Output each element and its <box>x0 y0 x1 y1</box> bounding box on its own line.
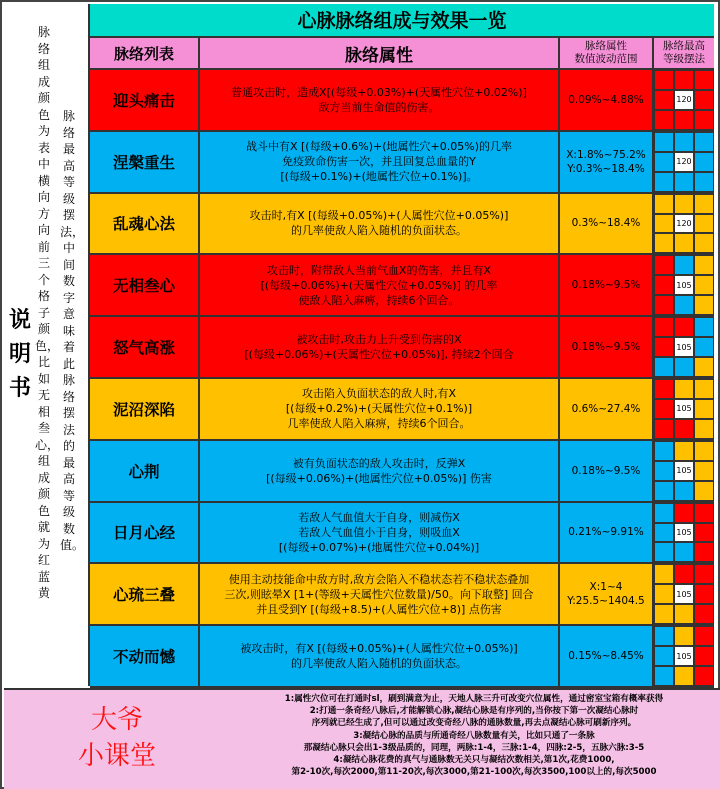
grid-square <box>694 70 714 90</box>
grid-square <box>674 295 694 315</box>
vein-range-line: Y:25.5~1404.5 <box>567 595 645 608</box>
vein-grid <box>654 194 714 256</box>
grid-square <box>694 152 714 172</box>
header-grid-line2: 等级摆法 <box>663 53 705 65</box>
grid-square <box>654 255 674 275</box>
grid-square <box>674 441 694 461</box>
vein-attribute-line: 攻击时，附带敌人当前气血X的伤害，并且有X <box>266 263 492 277</box>
vein-attribute <box>200 317 560 379</box>
sidebar-text-composition: 脉络组成颜色为表中横向方向前三个格子颜色，比如无相叁心，组成颜色就为红蓝黄 <box>35 25 60 600</box>
grid-square <box>654 564 674 584</box>
brand-logo <box>12 702 222 774</box>
grid-square <box>674 604 694 624</box>
grid-square <box>654 214 674 234</box>
vein-attribute-line: 的几率使敌人陷入随机的负面状态。 <box>290 224 467 238</box>
brand-line2: 小课堂 <box>77 741 156 771</box>
vein-attribute-line: [(每级+0.1%)+(地属性穴位+0.1%)]。 <box>280 170 478 184</box>
vein-range <box>560 132 654 194</box>
vein-attribute-line: 被攻击时，有X [(每级+0.05%)+(人属性穴位+0.05%)] <box>240 642 518 656</box>
grid-square <box>654 604 674 624</box>
grid-square <box>654 646 674 666</box>
grid-square <box>694 461 714 481</box>
grid-square <box>674 357 694 377</box>
vein-range <box>560 317 654 379</box>
vein-name: 心荆 <box>90 441 200 503</box>
vein-range <box>560 379 654 441</box>
grid-square <box>674 379 694 399</box>
header-range-line2: 数值波动范围 <box>574 53 638 65</box>
grid-square <box>654 194 674 214</box>
grid-square <box>694 584 714 604</box>
vein-attribute-line: 若敌人气血值小于自身，则吸血X <box>298 525 460 539</box>
vein-attribute-line: 几率使敌人陷入麻痹，持续6个回合。 <box>287 417 471 431</box>
grid-square <box>674 255 694 275</box>
vein-attribute-line: [(每级+0.06%)+(天属性穴位+0.05%)] 的几率 <box>260 278 498 292</box>
grid-square <box>694 295 714 315</box>
grid-square <box>674 481 694 501</box>
table-row <box>90 255 714 317</box>
vein-range-line: X:1~4 <box>589 581 623 594</box>
grid-square <box>654 379 674 399</box>
table-row <box>90 503 714 565</box>
grid-level-cell: 105 <box>674 275 694 295</box>
vein-attribute-line: 普通攻击时，造成X[(每级+0.03%)+(天属性穴位+0.02%)] <box>231 85 527 99</box>
grid-square <box>674 666 694 686</box>
vein-range <box>560 626 654 688</box>
grid-square <box>694 357 714 377</box>
grid-square <box>694 275 714 295</box>
grid-square <box>654 419 674 439</box>
header-name: 脉络列表 <box>90 38 200 70</box>
vein-name: 无相叁心 <box>90 255 200 317</box>
vein-grid <box>654 70 714 132</box>
vein-attribute-line: [(每级+0.06%)+(天属性穴位+0.05%)], 持续2个回合 <box>244 348 514 362</box>
vein-attribute <box>200 626 560 688</box>
grid-level-cell: 105 <box>674 461 694 481</box>
grid-square <box>654 172 674 192</box>
grid-square <box>694 666 714 686</box>
vein-range-line: 0.3%~18.4% <box>571 217 641 230</box>
footer-notes <box>232 693 716 778</box>
grid-level-cell: 105 <box>674 337 694 357</box>
vein-attribute-line: [(每级+0.06%)+(地属性穴位+0.05%)] 伤害 <box>266 471 492 485</box>
vein-attribute-line: 攻击陷入负面状态的敌人时,有X <box>301 387 456 401</box>
grid-square <box>674 110 694 130</box>
grid-square <box>694 503 714 523</box>
vein-grid <box>654 503 714 565</box>
page-title: 心脉脉络组成与效果一览 <box>90 4 714 38</box>
grid-square <box>654 357 674 377</box>
header-grid <box>654 38 714 70</box>
table-row <box>90 626 714 688</box>
grid-level-cell: 105 <box>674 646 694 666</box>
grid-square <box>654 461 674 481</box>
table-row <box>90 379 714 441</box>
grid-square <box>674 419 694 439</box>
vein-name: 怒气高涨 <box>90 317 200 379</box>
vein-attribute <box>200 70 560 132</box>
grid-square <box>694 626 714 646</box>
vein-attribute-line: [(每级+0.07%)+(地属性穴位+0.04%)] <box>278 540 480 554</box>
grid-square <box>694 523 714 543</box>
vein-range <box>560 70 654 132</box>
vein-grid <box>654 379 714 441</box>
grid-square <box>674 233 694 253</box>
vein-name: 涅槃重生 <box>90 132 200 194</box>
grid-square <box>674 172 694 192</box>
vein-attribute <box>200 503 560 565</box>
vein-name: 乱魂心法 <box>90 194 200 256</box>
grid-square <box>654 110 674 130</box>
grid-square <box>694 194 714 214</box>
vein-range-line: 0.6%~27.4% <box>571 402 641 415</box>
vein-attribute-line: 免疫致命伤害一次，并且回复总血量的Y <box>282 155 476 169</box>
vein-range <box>560 255 654 317</box>
grid-level-cell: 120 <box>674 152 694 172</box>
vein-range-line: Y:0.3%~18.4% <box>567 162 645 175</box>
grid-square <box>674 626 694 646</box>
vein-range <box>560 441 654 503</box>
grid-square <box>654 132 674 152</box>
vein-attribute-line: 的几率使敌人陷入随机的负面状态。 <box>290 657 467 671</box>
grid-square <box>654 233 674 253</box>
vein-range <box>560 194 654 256</box>
grid-square <box>654 542 674 562</box>
vein-range <box>560 503 654 565</box>
grid-square <box>694 255 714 275</box>
header-range <box>560 38 654 70</box>
vein-range <box>560 564 654 626</box>
grid-square <box>654 295 674 315</box>
table-row <box>90 564 714 626</box>
vein-attribute-line: 被攻击时,攻击力上升受到伤害的X <box>296 333 462 347</box>
grid-level-cell: 120 <box>674 214 694 234</box>
grid-level-cell: 120 <box>674 90 694 110</box>
grid-square <box>674 542 694 562</box>
grid-level-cell: 105 <box>674 399 694 419</box>
vein-attribute-line: [(每级+0.2%)+(天属性穴位+0.1%)] <box>285 402 473 416</box>
grid-square <box>654 481 674 501</box>
footer-note: 那凝结心脉只会出1-3级品质的，同理，两脉:1-4，三脉:1-4，四脉:2-5，五脉六脉:3-5 <box>303 742 645 753</box>
vein-range-line: 0.18%~9.5% <box>571 279 641 292</box>
table-row <box>90 441 714 503</box>
vein-attribute-line: 攻击时,有X [(每级+0.05%)+(人属性穴位+0.05%)] <box>249 209 509 223</box>
grid-square <box>654 666 674 686</box>
vein-range-line: X:1.8%~75.2% <box>566 148 646 161</box>
grid-square <box>654 523 674 543</box>
vein-attribute <box>200 564 560 626</box>
header-range-line1: 脉络属性 <box>585 40 627 52</box>
grid-square <box>654 441 674 461</box>
footer-note: 2:打通一条奇经八脉后,才能解锁心脉,凝结心脉是有序列的,当你按下第一次凝结心脉时 <box>309 706 639 717</box>
footer-note: 序列就已经生成了,但可以通过改变奇经八脉的通脉数量,再去点凝结心脉可刷新序列。 <box>311 718 637 729</box>
vein-attribute <box>200 132 560 194</box>
grid-square <box>694 172 714 192</box>
instructions-sidebar <box>4 4 90 686</box>
table-row <box>90 70 714 132</box>
grid-square <box>674 132 694 152</box>
grid-square <box>654 584 674 604</box>
vein-grid <box>654 626 714 688</box>
vein-attribute <box>200 255 560 317</box>
vein-grid <box>654 132 714 194</box>
grid-square <box>654 152 674 172</box>
header-grid-line1: 脉络最高 <box>663 40 705 52</box>
vein-attribute-line: 被有负面状态的敌人攻击时，反弹X <box>292 456 466 470</box>
grid-square <box>674 70 694 90</box>
table-row <box>90 132 714 194</box>
footer-note: 第2-10次,每次2000,第11-20次,每次3000,第21-100次,每次3500,100以上的,每次5000 <box>291 767 657 778</box>
footer <box>4 688 720 789</box>
vein-range-line: 0.09%~4.88% <box>568 93 644 106</box>
vein-name: 不动而憾 <box>90 626 200 688</box>
table-row <box>90 194 714 256</box>
grid-square <box>694 90 714 110</box>
sidebar-title: 说明书 <box>8 308 31 401</box>
grid-square <box>694 419 714 439</box>
vein-attribute <box>200 194 560 256</box>
vein-grid <box>654 441 714 503</box>
grid-square <box>654 626 674 646</box>
vein-attribute-line: 战斗中有X [(每级+0.6%)+(地属性穴+0.05%)的几率 <box>245 140 513 154</box>
vein-name: 心琉三叠 <box>90 564 200 626</box>
table-row <box>90 317 714 379</box>
grid-square <box>654 317 674 337</box>
grid-square <box>694 317 714 337</box>
grid-square <box>654 70 674 90</box>
brand-line1: 大爷 <box>90 705 143 735</box>
grid-square <box>694 646 714 666</box>
sidebar-text-max-level: 脉络最高等级摆法，中间数字意味着此脉络摆法的最高等级数值。 <box>60 109 85 552</box>
grid-square <box>694 110 714 130</box>
vein-grid <box>654 564 714 626</box>
grid-square <box>694 132 714 152</box>
grid-square <box>654 275 674 295</box>
grid-square <box>694 379 714 399</box>
grid-square <box>654 337 674 357</box>
grid-square <box>694 542 714 562</box>
vein-grid <box>654 317 714 379</box>
grid-square <box>654 399 674 419</box>
vein-name: 日月心经 <box>90 503 200 565</box>
grid-square <box>694 233 714 253</box>
grid-square <box>654 90 674 110</box>
vein-range-line: 0.18%~9.5% <box>571 464 641 477</box>
grid-level-cell: 105 <box>674 584 694 604</box>
vein-attribute <box>200 441 560 503</box>
grid-square <box>694 214 714 234</box>
grid-square <box>674 317 694 337</box>
vein-attribute-line: 敌方当前生命值的伤害。 <box>318 100 440 114</box>
vein-range-line: 0.15%~8.45% <box>568 650 644 663</box>
footer-note: 3:凝结心脉的品质与所通奇经八脉数量有关，比如只通了一条脉 <box>353 730 595 741</box>
vein-range-line: 0.21%~9.91% <box>568 526 644 539</box>
grid-level-cell: 105 <box>674 523 694 543</box>
grid-square <box>674 194 694 214</box>
grid-square <box>694 441 714 461</box>
vein-grid <box>654 255 714 317</box>
vein-attribute-line: 三次,则眩晕X [1+(等级+天属性穴位数量)/50。向下取整] 回合 <box>224 587 534 601</box>
vein-name: 迎头痛击 <box>90 70 200 132</box>
footer-note: 4:凝结心脉花费的真气与通脉数无关只与凝结次数相关,第1次,花费1000, <box>333 755 615 766</box>
footer-note: 1:属性穴位可在打通时sl，刷到满意为止，天地人脉三升可改变穴位属性，通过密室宝箱有概率获得 <box>284 694 664 704</box>
header-attr: 脉络属性 <box>200 38 560 70</box>
grid-square <box>694 604 714 624</box>
grid-square <box>694 481 714 501</box>
vein-attribute-line: 并且受到Y [(每级+8.5)+(人属性穴位+8)] 点伤害 <box>256 602 502 616</box>
vein-range-line: 0.18%~9.5% <box>571 341 641 354</box>
grid-square <box>674 564 694 584</box>
grid-square <box>654 503 674 523</box>
vein-name: 泥沼深陷 <box>90 379 200 441</box>
vein-attribute <box>200 379 560 441</box>
vein-attribute-line: 若敌人气血值大于自身，则减伤X <box>298 510 460 524</box>
grid-square <box>674 503 694 523</box>
vein-attribute-line: 使用主动技能命中敌方时,敌方会陷入不稳状态若不稳状态叠加 <box>228 572 530 586</box>
vein-attribute-line: 使敌人陷入麻痹，持续6个回合。 <box>298 293 460 307</box>
grid-square <box>694 564 714 584</box>
grid-square <box>694 399 714 419</box>
grid-square <box>694 337 714 357</box>
